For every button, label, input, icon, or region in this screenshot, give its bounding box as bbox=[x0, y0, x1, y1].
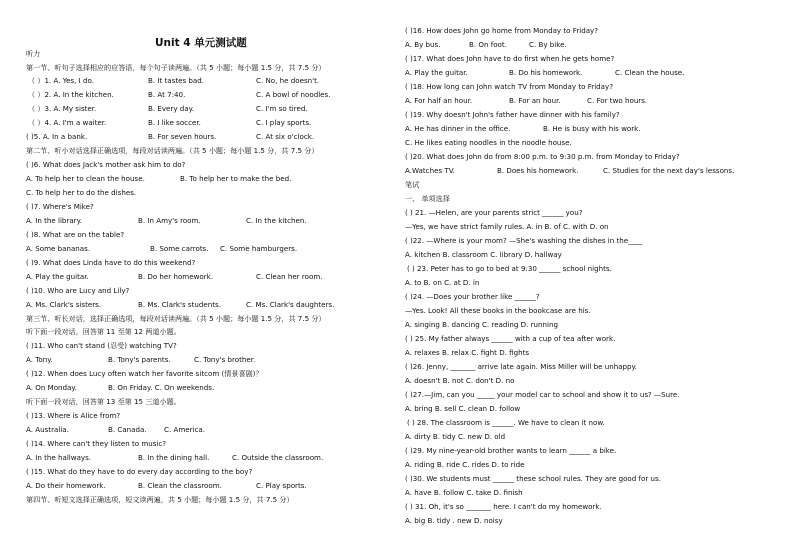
line-text: ( )17. What does John have to do first when he gets home? bbox=[405, 54, 615, 63]
line-text: 第一节、听句子选择相应的应答语，每个句子读两遍。（共 5 小题；每小题 1.5 分，共 7.5 分） bbox=[26, 63, 326, 72]
line-text: A. By bus. bbox=[405, 40, 441, 49]
line-text: ( ) 23. Peter has to go to bed at 9:30 ______ school nights. bbox=[407, 264, 612, 273]
line-text: ( ) 28. The classroom is ______. We have to clean it now. bbox=[407, 418, 605, 427]
line-text: A. Ms. Clark's sisters. bbox=[26, 300, 102, 309]
line-text: C. In the kitchen. bbox=[246, 216, 307, 225]
line-text: ( )27.—Jim, can you _____ your model car to school and show it to us? —Sure. bbox=[405, 390, 680, 399]
line-text: 第二节、听小对话选择正确选项，每段对话读两遍。（共 5 小题；每小题 1.5 分，共 7.5 分） bbox=[26, 146, 319, 155]
line-text: （ ）1. A. Yes, I do. bbox=[28, 76, 94, 85]
line-text: B. At 7:40. bbox=[148, 90, 186, 99]
line-text: B. On foot. bbox=[469, 40, 507, 49]
line-text: C. Tony's brother. bbox=[194, 355, 256, 364]
line-text: B. Some carrots. bbox=[150, 244, 209, 253]
line-text: A. bring B. sell C. clean D. follow bbox=[405, 404, 521, 413]
line-text: A. Tony. bbox=[26, 355, 53, 364]
line-text: B. Clean the classroom. bbox=[138, 481, 222, 490]
line-text: B. Does his homework. bbox=[497, 166, 579, 175]
line-text: ( )5. A. In a bank. bbox=[26, 132, 88, 141]
line-text: （ ）2. A. In the kitchen. bbox=[28, 90, 114, 99]
line-text: ( )20. What does John do from 8:00 p.m. to 9:30 p.m. from Monday to Friday? bbox=[405, 152, 680, 161]
page-title: Unit 4 单元测试题 bbox=[155, 37, 247, 49]
line-text: ( )30. We students must ______ these school rules. They are good for us. bbox=[405, 474, 661, 483]
line-text: （ ）3. A. My sister. bbox=[28, 104, 97, 113]
line-text: ( )13. Where is Alice from? bbox=[26, 411, 121, 420]
line-text: ( )8. What are on the table? bbox=[26, 230, 125, 239]
line-text: C. To help her to do the dishes. bbox=[26, 188, 137, 197]
line-text: 一、 单项选择 bbox=[405, 194, 450, 203]
line-text: A. He has dinner in the office. bbox=[405, 124, 511, 133]
line-text: B. To help her to make the bed. bbox=[180, 174, 292, 183]
line-text: A. big B. tidy . new D. noisy bbox=[405, 516, 503, 525]
line-text: C. For two hours. bbox=[587, 96, 648, 105]
line-text: B. Every day. bbox=[148, 104, 195, 113]
line-text: B. In Amy's room. bbox=[138, 216, 201, 225]
line-text: A.Watches TV. bbox=[405, 166, 455, 175]
line-text: A. have B. follow C. take D. finish bbox=[405, 488, 523, 497]
line-text: （ ）4. A. I'm a waiter. bbox=[28, 118, 107, 127]
line-text: C. He likes eating noodles in the noodle house. bbox=[405, 138, 572, 147]
line-text: A. Some bananas. bbox=[26, 244, 91, 253]
line-text: A. In the hallways. bbox=[26, 453, 92, 462]
line-text: ( ) 25. My father always ______ with a cup of tea after work. bbox=[405, 334, 616, 343]
line-text: ( )7. Where's Mike? bbox=[26, 202, 94, 211]
line-text: A. On Monday. bbox=[26, 383, 77, 392]
line-text: B. Do her homework. bbox=[138, 272, 213, 281]
line-text: A. relaxes B. relax C. fight D. fights bbox=[405, 348, 530, 357]
line-text: ( )14. Where can't they listen to music? bbox=[26, 439, 167, 448]
line-text: A. to B. on C. at D. in bbox=[405, 278, 480, 287]
line-text: A. Do their homework. bbox=[26, 481, 106, 490]
line-text: A. Play the guitar. bbox=[405, 68, 468, 77]
line-text: B. Tony's parents. bbox=[108, 355, 171, 364]
line-text: ( )9. What does Linda have to do this weekend? bbox=[26, 258, 196, 267]
line-text: C. Clean the house. bbox=[615, 68, 685, 77]
line-text: A. Australia. bbox=[26, 425, 69, 434]
line-text: B. On Friday. C. On weekends. bbox=[108, 383, 215, 392]
line-text: A. For half an hour. bbox=[405, 96, 473, 105]
line-text: C. By bike. bbox=[529, 40, 567, 49]
line-text: B. I like soccer. bbox=[148, 118, 201, 127]
line-text: C. Outside the classroom. bbox=[232, 453, 324, 462]
line-text: A. doesn't B. not C. don't D. no bbox=[405, 376, 515, 385]
line-text: ( )26. Jenny, _______ arrive late again. Miss Miller will be unhappy. bbox=[405, 362, 637, 371]
line-text: C. No, he doesn't. bbox=[256, 76, 320, 85]
line-text: ( )29. My nine-year-old brother wants to learn ______ a bike. bbox=[405, 446, 617, 455]
line-text: ( )22. —Where is your mom? —She's washing the dishes in the____ bbox=[405, 236, 643, 245]
line-text: A. In the library. bbox=[26, 216, 83, 225]
line-text: B. In the dining hall. bbox=[138, 453, 210, 462]
line-text: B. It tastes bad. bbox=[148, 76, 205, 85]
line-text: 听下面一段对话，回答第 11 至第 12 两道小题。 bbox=[26, 327, 181, 336]
line-text: C. America. bbox=[164, 425, 205, 434]
line-text: C. I'm so tired. bbox=[256, 104, 308, 113]
line-text: ( )12. When does Lucy often watch her favorite sitcom (情景喜剧)？ bbox=[26, 369, 263, 378]
line-text: ( )15. What do they have to do every day according to the boy? bbox=[26, 467, 253, 476]
line-text: C. Play sports. bbox=[256, 481, 307, 490]
line-text: 听下面一段对话，回答第 13 至第 15 三道小题。 bbox=[26, 397, 181, 406]
line-text: ( ) 31. Oh, it's so _______ here. I can't do my homework. bbox=[405, 502, 602, 511]
line-text: B. Do his homework. bbox=[509, 68, 583, 77]
line-text: A. kitchen B. classroom C. library D. hallway bbox=[405, 250, 562, 259]
line-text: B. Ms. Clark's students. bbox=[138, 300, 221, 309]
line-text: C. Ms. Clark's daughters. bbox=[246, 300, 335, 309]
line-text: —Yes, we have strict family rules. A. in B. of C. with D. on bbox=[405, 222, 609, 231]
line-text: C. At six o'clock. bbox=[256, 132, 315, 141]
line-text: A. singing B. dancing C. reading D. running bbox=[405, 320, 558, 329]
line-text: B. He is busy with his work. bbox=[543, 124, 641, 133]
line-text: ( )10. Who are Lucy and Lily? bbox=[26, 286, 130, 295]
line-text: A. Play the guitar. bbox=[26, 272, 89, 281]
line-text: ( )16. How does John go home from Monday to Friday? bbox=[405, 26, 599, 35]
line-text: C. Clean her room. bbox=[256, 272, 323, 281]
line-text: 第三节、听长对话，选择正确选项，每段对话读两遍。（共 5 小题；每小题 1.5 分，共 7.5 分） bbox=[26, 314, 326, 323]
line-text: ( )11. Who can't stand (忍受) watching TV? bbox=[26, 341, 177, 350]
line-text: A. dirty B. tidy C. new D. old bbox=[405, 432, 506, 441]
line-text: ( )19. Why doesn't John's father have dinner with his family? bbox=[405, 110, 620, 119]
line-text: C. Studies for the next day's lessons. bbox=[603, 166, 735, 175]
line-text: 笔试 bbox=[405, 180, 420, 189]
line-text: ( )24. —Does your brother like ______? bbox=[405, 292, 540, 301]
line-text: ( ) 21. —Helen, are your parents strict ______ you? bbox=[405, 208, 583, 217]
line-text: C. A bowl of noodles. bbox=[256, 90, 331, 99]
line-text: C. Some hamburgers. bbox=[220, 244, 298, 253]
line-text: B. For seven hours. bbox=[148, 132, 217, 141]
line-text: B. For an hour. bbox=[509, 96, 561, 105]
line-text: ( )6. What does Jack's mother ask him to do? bbox=[26, 160, 186, 169]
line-text: C. I play sports. bbox=[256, 118, 312, 127]
line-text: ( )18. How long can John watch TV from Monday to Friday? bbox=[405, 82, 613, 91]
line-text: 第四节、听短文选择正确选项，短文读两遍，共 5 小题；每小题 1.5 分，共 7.5 分） bbox=[26, 495, 294, 504]
line-text: 听力 bbox=[26, 49, 41, 58]
line-text: —Yes. Look! All these books in the bookcase are his. bbox=[405, 306, 591, 315]
line-text: B. Canada. bbox=[108, 425, 147, 434]
line-text: A. To help her to clean the house. bbox=[26, 174, 145, 183]
line-text: A. riding B. ride C. rides D. to ride bbox=[405, 460, 525, 469]
